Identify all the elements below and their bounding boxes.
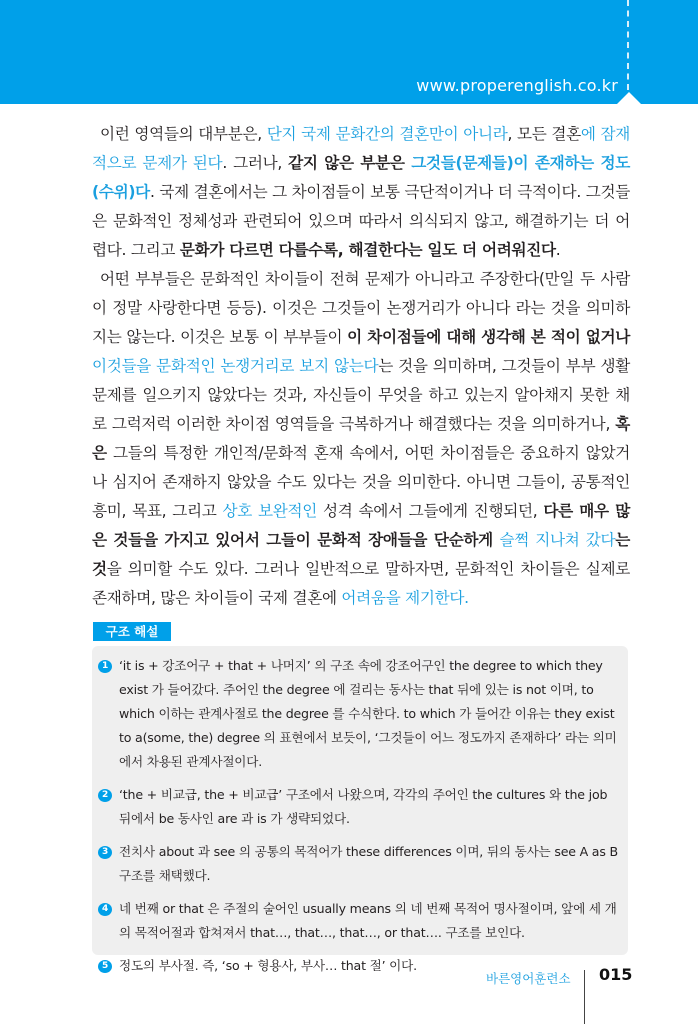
text-run: 성격 속에서 그들에게 진행되던, <box>317 502 544 520</box>
number-badge-icon: 4 <box>98 903 112 916</box>
highlighted-text: 그것들(문제들)이 존재하는 정도(수위)다 <box>92 154 630 201</box>
page-number: 015 <box>599 965 633 984</box>
header-band <box>0 0 698 104</box>
highlighted-text: 이것들을 문화적인 논쟁거리로 보지 않는다 <box>92 357 379 375</box>
text-run: . <box>555 241 561 259</box>
highlighted-text: 이 차이점들에 대해 생각해 본 적이 없거나 <box>347 328 630 346</box>
number-badge-icon: 2 <box>98 789 112 802</box>
footer-brand: 바른영어훈련소 <box>486 971 571 986</box>
highlighted-text: 어려움을 제기한다. <box>341 589 469 607</box>
text-run: , 모든 결혼 <box>507 125 581 143</box>
number-badge-icon: 1 <box>98 660 112 673</box>
text-run: . 그러나, <box>222 154 289 172</box>
highlighted-text: 같지 않은 부분은 <box>288 154 412 172</box>
highlighted-text: 다른 매우 많은 것들을 가지고 있어서 그들이 문화적 장애들을 단순하게 <box>92 502 630 549</box>
text-run: 그들의 특정한 개인적/문화적 혼재 속에서, 어떤 차이점들은 중요하지 않았거나 심지어 존재하지 않았을 수도 있다는 것을 의미한다. 아니면 그들이, 공통적인 흥미, 목표, 그리고 <box>92 444 630 520</box>
note-text: ‘it is + 강조어구 + that + 나머지’ 의 구조 속에 강조어구인 the degree to which they exist 가 들어갔다. 주어인 the degree 에 걸리는 동사는 that 뒤에 있는 is not 이며, to which 이하는 관계사절로 the degree 를 수식한다. to which 가 들어간 이유는 they exist to a(some, the) degree 의 표현에서 보듯이, ‘그것들이 어느 정도까지 존재하다’ 라는 의미에서 차용된 관계사절이다. <box>119 658 617 769</box>
text-run: . 국제 결혼에서는 그 차이점들이 보통 극단적이거나 더 극적이다. 그것들은 문화적인 정체성과 관련되어 있으며 따라서 의식되지 않고, 해결하기는 더 어렵다. 그리고 <box>92 183 630 259</box>
note-text: 네 번째 or that 은 주절의 술어인 usually means 의 네 번째 목적어 명사절이며, 앞에 세 개의 목적어절과 합쳐져서 that…, that…, that…, or that…. 구조를 보인다. <box>119 901 617 940</box>
note-item <box>98 840 618 888</box>
number-badge-icon: 5 <box>98 960 112 973</box>
note-item <box>98 897 618 945</box>
paragraph <box>92 265 630 613</box>
note-text: 전치사 about 과 see 의 공통의 목적어가 these differences 이며, 뒤의 동사는 see A as B 구조를 채택했다. <box>119 844 618 883</box>
text-run: 을 의미할 수도 있다. 그러나 일반적으로 말하자면, 문화적인 차이들은 실제로 존재하며, 많은 차이들이 국제 결혼에 <box>92 560 630 607</box>
number-badge-icon: 3 <box>98 846 112 859</box>
text-run: 이런 영역들의 대부분은, <box>100 125 267 143</box>
highlighted-text: 에 잠재적으로 문제가 된다 <box>92 125 630 172</box>
paragraph <box>92 120 630 265</box>
note-item <box>98 783 618 831</box>
notch-marker <box>617 92 641 104</box>
footer-divider <box>584 970 585 1024</box>
notes-box <box>92 646 628 973</box>
highlighted-text: 슬쩍 지나쳐 갔다 <box>499 531 616 549</box>
dashed-divider <box>627 0 629 90</box>
note-text: ‘the + 비교급, the + 비교급’ 구조에서 나왔으며, 각각의 주어인 the cultures 와 the job 뒤에서 be 동사인 are 과 is 가 생략되었다. <box>119 787 608 826</box>
text-run: 어떤 부부들은 문화적인 차이들이 전혀 문제가 아니라고 주장한다(만일 두 사람이 정말 사랑한다면 등등). 이것은 그것들이 논쟁거리가 아니다 라는 것을 의미하지는 않는다. 이것은 보통 이 부부들이 <box>92 270 630 346</box>
text-run: 는 것을 의미하며, 그것들이 부부 생활 문제를 일으키지 않았다는 것과, 자신들이 무엇을 하고 있는지 알아채지 못한 채로 그럭저럭 이러한 차이점 영역들을 극복하거나 해결했다는 것을 의미하거나, <box>92 357 630 433</box>
main-text <box>92 120 630 613</box>
site-url: www.properenglish.co.kr <box>416 76 618 95</box>
highlighted-text: 상호 보완적인 <box>222 502 318 520</box>
highlighted-text: 단지 국제 문화간의 결혼만이 아니라 <box>266 125 508 143</box>
note-text: 정도의 부사절. 즉, ‘so + 형용사, 부사… that 절’ 이다. <box>119 958 417 973</box>
highlighted-text: 혹은 <box>92 415 630 462</box>
highlighted-text: 는 것 <box>92 531 630 578</box>
highlighted-text: 문화가 다르면 다를수록, 해결한다는 일도 더 어려워진다 <box>179 241 556 259</box>
notes-title: 구조 해설 <box>93 622 171 641</box>
note-item <box>98 654 618 774</box>
